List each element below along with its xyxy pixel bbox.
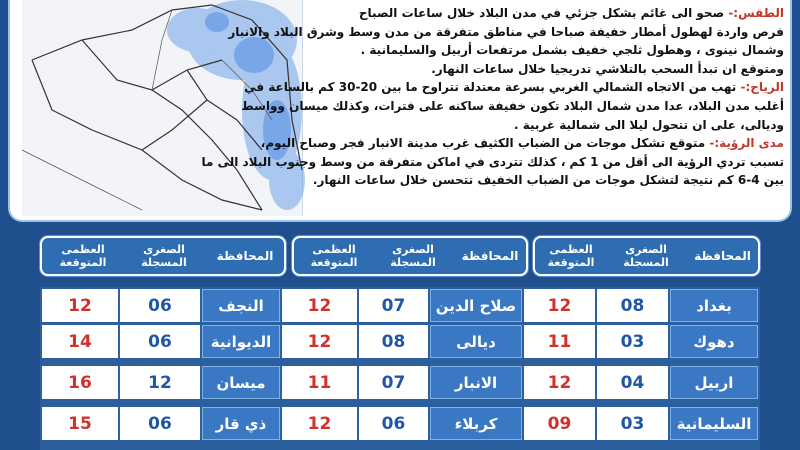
governorate-cell: الانبار [430, 366, 522, 399]
forecast-line: مدى الرؤية:- متوقع تشكل موجات من الضباب الكثيف غرب مدينة الانبار فجر وصباح اليوم، [260, 136, 784, 151]
min-temp-cell: 06 [120, 289, 200, 322]
forecast-line: الطقس:- صحو الى غائم بشكل جزئي في مدن البلاد خلال ساعات الصباح [358, 6, 784, 20]
max-temp-cell: 12 [282, 289, 357, 322]
governorate-cell: السليمانية [670, 407, 758, 440]
forecast-text [201, 0, 790, 216]
governorate-cell: النجف [202, 289, 280, 322]
header-governorate: المحافظة [216, 248, 274, 263]
max-temp-cell: 12 [282, 407, 357, 440]
max-temp-cell: 15 [42, 407, 118, 440]
table-header-left [40, 236, 286, 276]
max-temp-cell: 14 [42, 325, 118, 358]
header-governorate: المحافظة [694, 248, 751, 263]
governorate-cell: صلاح الدين [430, 289, 522, 322]
min-temp-cell: 06 [120, 407, 200, 440]
min-temp-cell: 06 [359, 407, 428, 440]
max-temp-cell: 09 [524, 407, 595, 440]
min-temp-cell: 12 [120, 366, 200, 399]
table-header-right [533, 236, 760, 276]
min-temp-cell: 04 [597, 366, 668, 399]
min-temp-cell: 07 [359, 289, 428, 322]
governorate-cell: ذي قار [202, 407, 280, 440]
governorate-cell: الديوانية [202, 325, 280, 358]
max-temp-cell: 12 [524, 366, 595, 399]
forecast-line: وشمال نينوى ، وهطول ثلجي خفيف بشمل مرتفعات أربيل والسليمانية . [360, 43, 784, 58]
forecast-line: وديالى، على ان تتحول ليلا الى شمالية غربية . [513, 117, 784, 132]
forecast-line: ومتوقع ان تبدأ السحب بالتلاشي تدريجيا خلال ساعات النهار. [431, 61, 784, 76]
forecast-line: فرص واردة لهطول أمطار خفيفة صباحا في مناطق متفرقة من مدن وسط وشرق البلاد والانبار [228, 24, 784, 39]
header-min: الصغرى المسجلة [141, 243, 187, 269]
header-min: الصغرى المسجلة [390, 243, 436, 269]
max-temp-cell: 12 [282, 325, 357, 358]
max-temp-cell: 12 [524, 289, 595, 322]
governorate-cell: بغداد [670, 289, 758, 322]
forecast-line: الرياح:- تهب من الاتجاه الشمالي الغربي بسرعة معتدلة تتراوح ما بين 20-30 كم بالساعة في [244, 80, 784, 95]
min-temp-cell: 03 [597, 407, 668, 440]
governorate-cell: ديالى [430, 325, 522, 358]
forecast-panel [8, 0, 792, 222]
max-temp-cell: 11 [524, 325, 595, 358]
header-max: العظمى المتوقعة [310, 243, 358, 269]
min-temp-cell: 06 [120, 325, 200, 358]
forecast-line: بين 4-6 كم نتيجة لتشكل موجات من الضباب الخفيف تتحسن خلال ساعات النهار. [312, 173, 784, 188]
header-governorate: المحافظة [461, 248, 519, 263]
governorate-cell: كربلاء [430, 407, 522, 440]
header-max: العظمى المتوقعة [547, 243, 595, 269]
forecast-line: تسبب تردي الرؤية الى أقل من 1 كم ، كذلك تتردى في اماكن متفرقة من وسط وجنوب البلاد الى ما [201, 154, 784, 169]
max-temp-cell: 11 [282, 366, 357, 399]
table-header-middle [292, 236, 528, 276]
max-temp-cell: 16 [42, 366, 118, 399]
governorate-cell: ميسان [202, 366, 280, 399]
min-temp-cell: 07 [359, 366, 428, 399]
min-temp-cell: 08 [597, 289, 668, 322]
temperature-table [40, 287, 760, 450]
min-temp-cell: 03 [597, 325, 668, 358]
header-max: العظمى المتوقعة [59, 243, 107, 269]
governorate-cell: اربيل [670, 366, 758, 399]
governorate-cell: دهوك [670, 325, 758, 358]
header-min: الصغرى المسجلة [623, 243, 669, 269]
max-temp-cell: 12 [42, 289, 118, 322]
forecast-line: أغلب مدن البلاد، عدا مدن شمال البلاد تكون خفيفة ساكنه على فترات، وكذلك ميسان وواسط [241, 98, 784, 113]
min-temp-cell: 08 [359, 325, 428, 358]
